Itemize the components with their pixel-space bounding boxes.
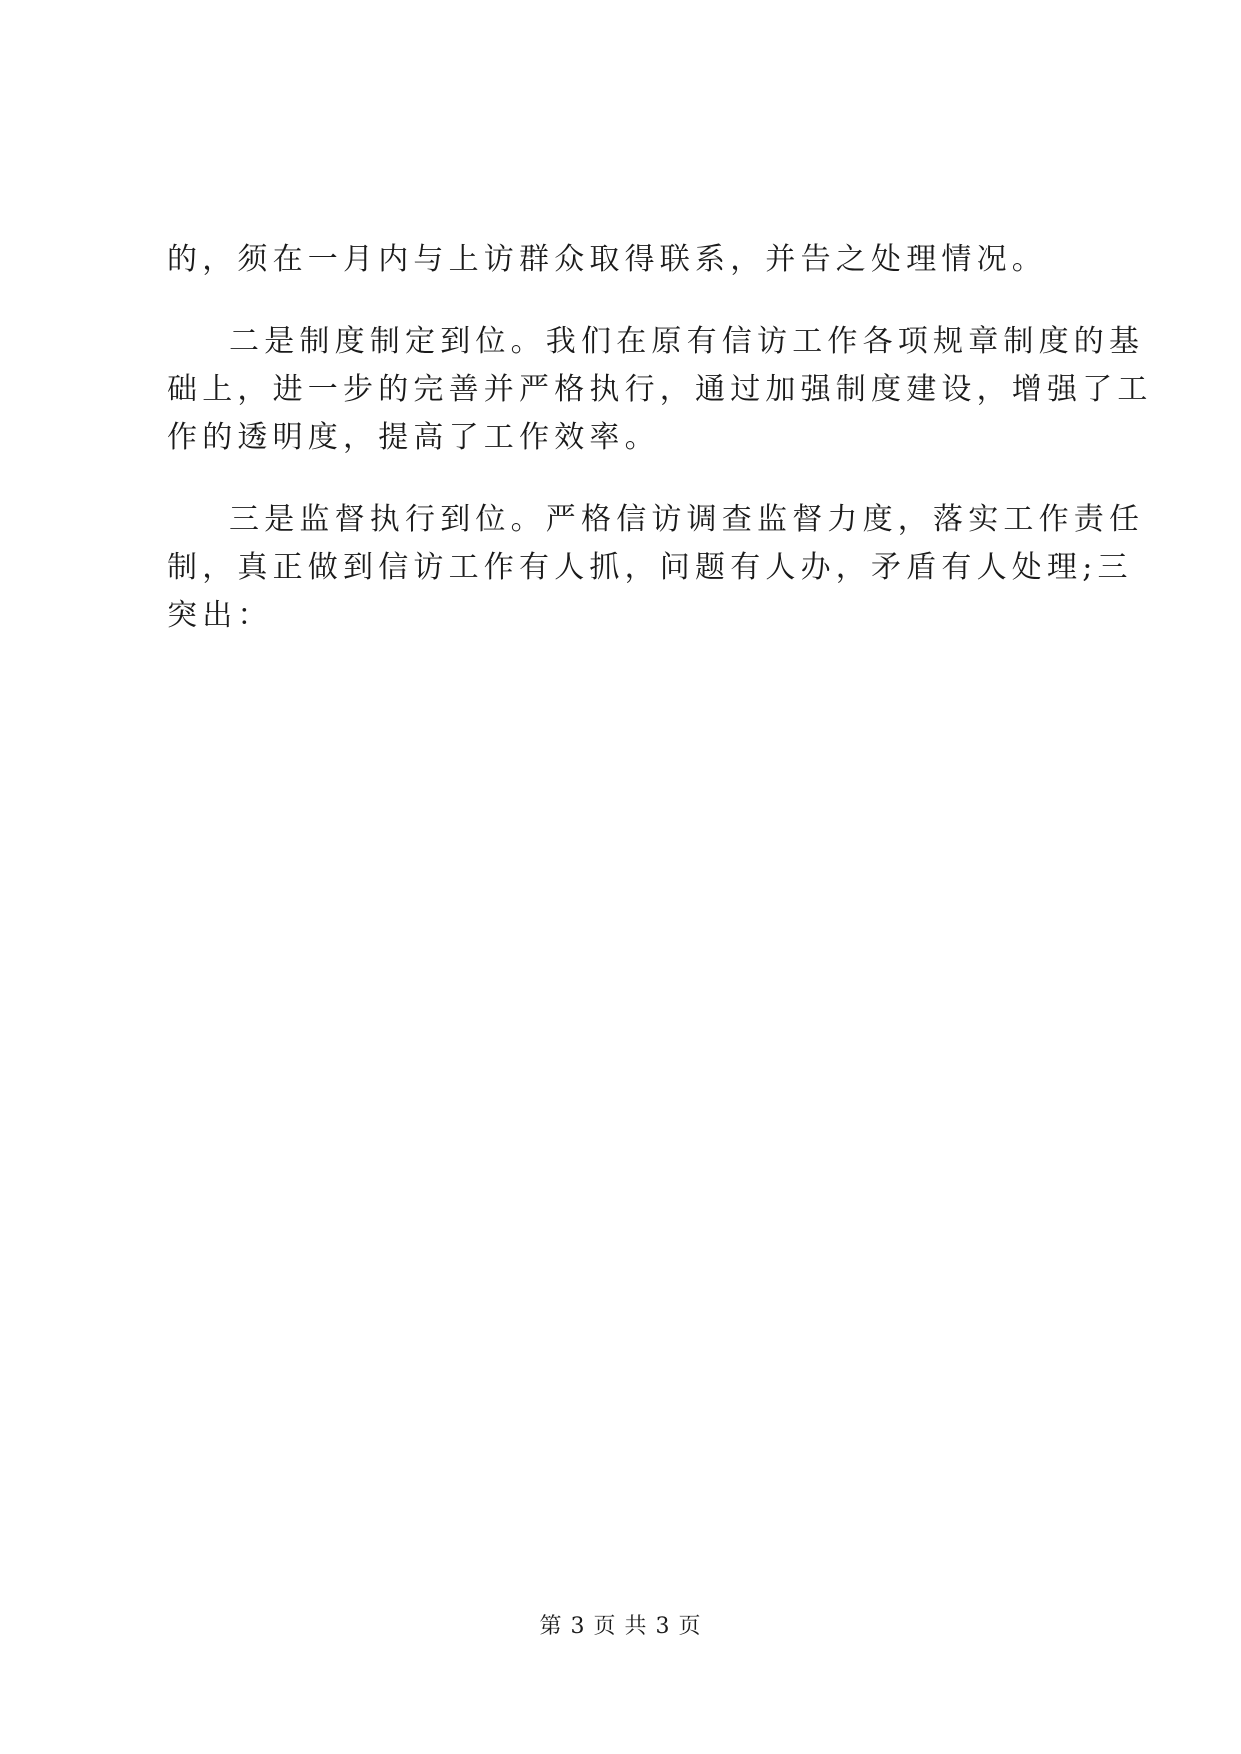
paragraph-line: 二是制度制定到位。我们在原有信访工作各项规章制度的基 (229, 324, 1145, 359)
paragraph-line: 突出： (167, 598, 273, 633)
paragraph-line: 三是监督执行到位。严格信访调查监督力度，落实工作责任 (229, 502, 1145, 537)
paragraph-line: 作的透明度，提高了工作效率。 (167, 420, 660, 455)
paragraph-line: 础上，进一步的完善并严格执行，通过加强制度建设，增强了工 (167, 372, 1153, 407)
paragraph-line: 制，真正做到信访工作有人抓，问题有人办，矛盾有人处理;三 (167, 550, 1133, 585)
page-number-footer: 第 3 页 共 3 页 (539, 1614, 702, 1639)
paragraph-line: 的，须在一月内与上访群众取得联系，并告之处理情况。 (167, 242, 1047, 277)
